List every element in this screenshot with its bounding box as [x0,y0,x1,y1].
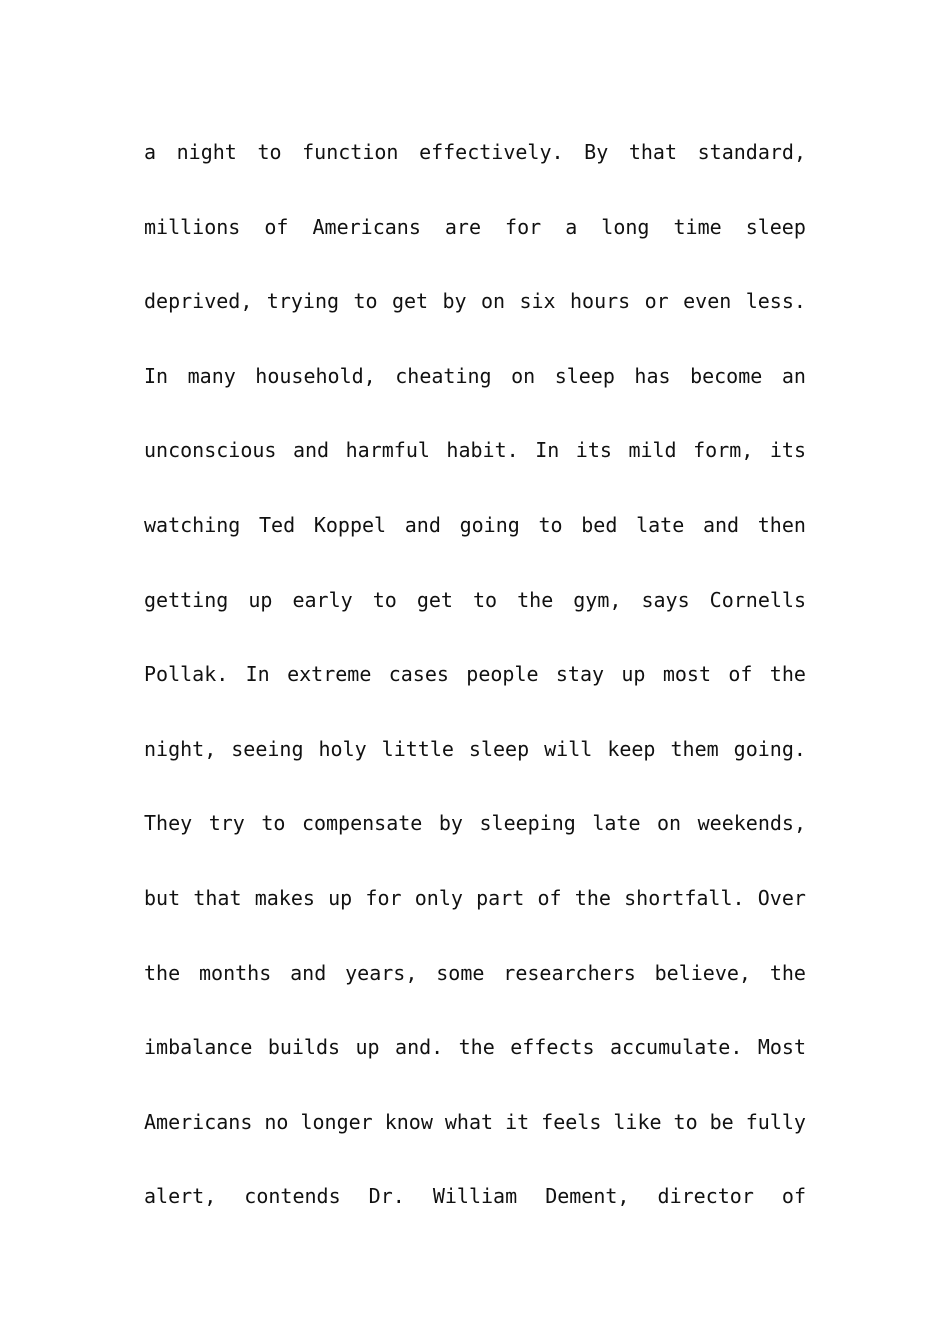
word: compensate [301,811,423,836]
word: going. [733,736,806,761]
word: effectively. [419,140,564,164]
word: sleeping [479,811,576,836]
word: the [517,587,554,612]
word: makes [254,885,315,910]
word: By [584,140,609,164]
word: standard, [697,140,806,164]
word: but [144,885,181,910]
word: bed [581,512,618,537]
word: on [511,363,536,388]
word: Americans [144,1109,253,1134]
word: the [769,662,806,687]
word: feels [541,1109,602,1134]
word: gym, [573,587,622,612]
text-line [144,580,806,655]
word: the [769,960,806,985]
text-line [144,803,806,878]
word: going [459,512,520,537]
word: years, [345,960,418,985]
word: get [416,587,453,612]
word: its [575,438,612,463]
word: harmful [345,438,430,463]
word: a [144,140,157,164]
word: Ted [259,512,296,537]
word: what [444,1109,494,1134]
word: six [519,289,556,314]
word: of [728,662,753,687]
word: shortfall. [624,885,745,910]
word: Over [757,885,806,910]
text-line [144,281,806,356]
word: sleep [745,214,806,239]
word: most [662,662,711,687]
word: form, [693,438,754,463]
word: them [670,736,719,761]
word: and [292,438,330,463]
text-line [144,207,806,282]
word: that [193,885,242,910]
word: trying [266,289,340,314]
text-line [144,654,806,729]
word: keep [607,736,656,761]
word: getting [144,587,229,612]
word: mild [628,438,677,463]
word: that [628,140,678,164]
word: by [442,289,467,314]
word: accumulate. [609,1035,743,1060]
word: up [621,662,646,687]
word: early [292,587,353,612]
word: household, [255,363,376,388]
word: time [673,214,722,239]
word: researchers [503,960,636,985]
word: believe, [654,960,751,985]
text-line [144,356,806,431]
word: habit. [446,438,519,463]
word: In [245,662,270,687]
word: get [391,289,429,314]
word: months [199,960,272,985]
word: director [657,1184,754,1209]
body-text [144,132,806,1251]
word: and [290,960,327,985]
word: of [264,214,289,239]
word: holy [318,736,367,761]
word: of [781,1184,806,1209]
word: William [432,1184,518,1209]
word: sleep [554,363,615,388]
word: millions [144,214,241,239]
word: many [187,363,236,388]
text-line [144,1027,806,1102]
word: then [757,512,806,537]
word: fully [745,1109,806,1134]
text-line [144,953,806,1028]
text-line [144,430,806,505]
text-line [144,878,806,953]
word: up [248,587,273,612]
word: longer [300,1109,373,1134]
word: late [592,811,641,836]
word: contends [244,1184,341,1209]
word: become [690,363,763,388]
word: Pollak. [144,662,229,687]
text-line [144,729,806,804]
text-line [144,1176,806,1251]
word: try [208,811,245,836]
word: on [657,811,682,836]
word: Cornells [709,587,806,612]
word: part [476,885,525,910]
word: cheating [395,363,492,388]
word: people [466,662,539,687]
word: cases [388,662,449,687]
word: an [781,363,806,388]
word: Dr. [368,1184,405,1209]
word: will [544,736,593,761]
word: function [302,140,399,164]
word: Koppel [313,512,387,537]
word: to [261,811,286,836]
word: In [535,438,560,463]
word: know [384,1109,433,1134]
word: hours [570,289,631,314]
word: and. [395,1035,444,1060]
word: it [505,1109,530,1134]
word: has [634,363,671,388]
word: up [328,885,353,910]
text-line [144,1102,806,1177]
word: to [257,140,282,164]
word: alert, [144,1184,217,1209]
word: some [436,960,485,985]
word: are [444,214,482,239]
word: long [601,214,650,239]
word: the [144,960,181,985]
word: builds [267,1035,341,1060]
word: weekends, [697,811,806,836]
word: Dement, [545,1184,630,1209]
word: less. [745,289,806,314]
word: imbalance [144,1035,253,1060]
word: night [176,140,237,164]
word: for [365,885,402,910]
word: little [381,736,454,761]
word: extreme [287,662,372,687]
word: of [537,885,562,910]
word: late [636,512,685,537]
word: to [472,587,498,612]
word: only [414,885,463,910]
word: to [372,587,397,612]
word: like [613,1109,662,1134]
word: up [355,1035,380,1060]
word: unconscious [144,438,277,463]
word: sleep [468,736,530,761]
word: to [673,1109,698,1134]
word: night, [144,736,217,761]
word: be [709,1109,734,1134]
word: In [144,363,169,388]
word: even [683,289,732,314]
word: seeing [231,736,304,761]
word: stay [555,662,605,687]
word: effects [510,1035,595,1060]
word: to [538,512,563,537]
word: on [480,289,506,314]
word: deprived, [144,289,253,314]
word: and [702,512,740,537]
word: for [505,214,542,239]
word: no [264,1109,289,1134]
word: by [438,811,463,836]
word: says [641,587,690,612]
word: They [144,811,193,836]
word: or [644,289,669,314]
word: the [574,885,611,910]
word: watching [144,512,241,537]
word: and [404,512,441,537]
word: the [458,1035,495,1060]
word: to [353,289,378,314]
text-line [144,505,806,580]
word: Americans [312,214,421,239]
text-line [144,132,806,207]
word: its [769,438,806,463]
word: a [565,214,578,239]
word: Most [757,1035,806,1060]
